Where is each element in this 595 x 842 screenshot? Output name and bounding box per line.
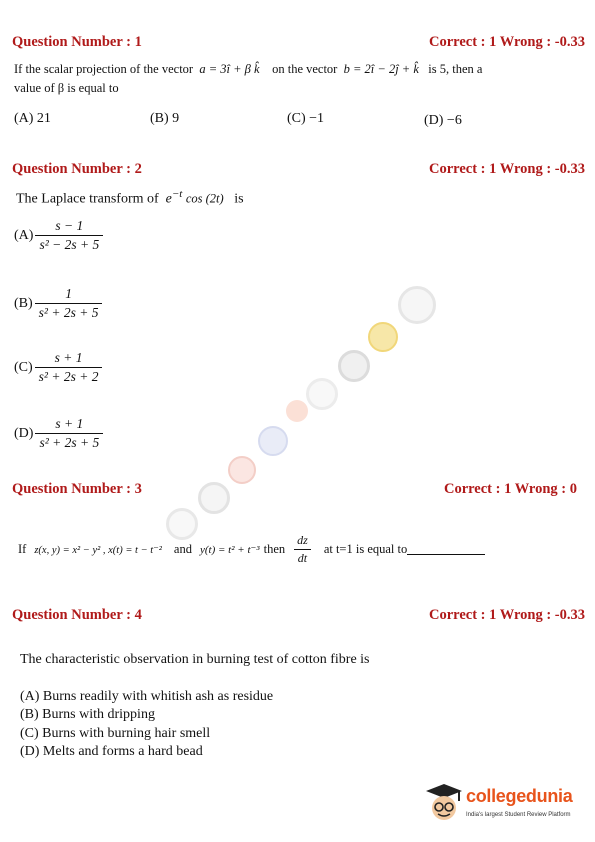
watermark-seal-icon (258, 426, 288, 456)
brand-name: collegedunia (466, 786, 573, 806)
question-text: The Laplace transform of $e^{-t}$ cos (2t) is (16, 188, 244, 207)
option-a: (A) Burns readily with whitish ash as residue (20, 689, 274, 704)
option-b: (B) 9 (150, 111, 180, 126)
question-text: If the scalar projection of the vector a = 3î + β k̂ on the vector b = 2î − 2ĵ + k̂ is 5, then a (14, 62, 483, 76)
option-c: (C) Burns with burning hair smell (20, 726, 211, 741)
option-c: (C) −1 (287, 111, 325, 126)
option-d: (D) $\frac{s + 1}{\text{s² + 2s + 5}}$ (14, 416, 103, 451)
question-marks: Correct : 1 Wrong : -0.33 (429, 607, 585, 623)
question-marks: Correct : 1 Wrong : -0.33 (429, 34, 585, 50)
option-b: (B) $\frac{1}{\text{s² + 2s + 5}}$ (14, 286, 102, 321)
vector-a: a = 3î + β k̂ (199, 62, 260, 76)
graduate-mascot-icon (424, 782, 464, 826)
option-c: (C) $\frac{s + 1}{\text{s² + 2s + 2}}$ (14, 350, 102, 385)
option-d: (D) Melts and forms a hard bead (20, 744, 203, 759)
function-y: y(t) = t² + t⁻³ (199, 544, 260, 556)
question-text: If z(x, y) = x² − y² , x(t) = t − t⁻² and y(t) = t² + t⁻³ then $\frac{dz}{dt}$ at t=1 is equal to (18, 533, 485, 566)
watermark-seal-icon (398, 286, 436, 324)
question-marks: Correct : 1 Wrong : 0 (443, 481, 577, 497)
watermark-seal-icon (286, 400, 308, 422)
option-b: (B) Burns with dripping (20, 707, 155, 722)
collegedunia-logo (424, 782, 586, 828)
option-d: (D) −6 (424, 113, 462, 128)
vector-b: b = 2î − 2ĵ + k̂ (343, 62, 419, 76)
watermark-seal-icon (228, 456, 256, 484)
question-title: Question Number : 4 (12, 607, 142, 623)
brand-tagline: India's largest Student Review Platform (466, 812, 571, 818)
question-title: Question Number : 1 (12, 34, 142, 50)
answer-blank (407, 544, 485, 555)
question-text-cont: value of β is equal to (14, 81, 119, 95)
option-a: (A) $\frac{s - 1}{\text{s² − 2s + 5}}$ (14, 218, 103, 253)
question-text: The characteristic observation in burning test of cotton fibre is (20, 652, 370, 667)
watermark-seal-icon (306, 378, 338, 410)
watermark-seal-icon (368, 322, 398, 352)
watermark-seal-icon (338, 350, 370, 382)
question-title: Question Number : 2 (12, 161, 142, 177)
question-title: Question Number : 3 (12, 481, 142, 497)
function-z: z(x, y) = x² − y² , x(t) = t − t⁻² (34, 544, 162, 556)
question-marks: Correct : 1 Wrong : -0.33 (429, 161, 585, 177)
watermark-seal-icon (198, 482, 230, 514)
option-a: (A) 21 (14, 111, 51, 126)
